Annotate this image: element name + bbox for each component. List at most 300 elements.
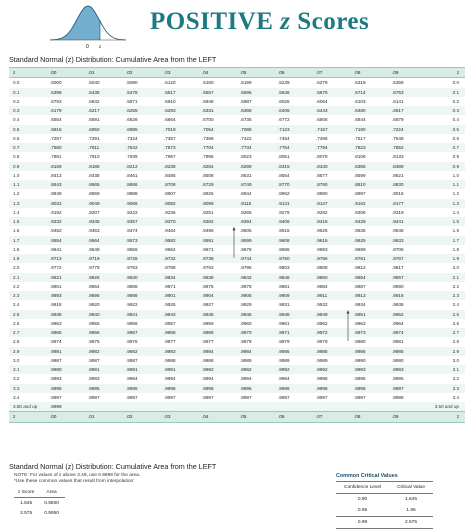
table-cell: .7157: [313, 125, 351, 134]
table-cell: .9686: [278, 246, 290, 252]
table-cell: .9997: [354, 394, 366, 400]
table-cell: .9871: [164, 283, 176, 289]
column-header: .07: [313, 68, 351, 78]
critical-values-table: [336, 481, 433, 529]
interp-row: [14, 498, 65, 509]
table-cell: .9949: [313, 310, 351, 319]
table-cell: .9974: [50, 339, 62, 345]
table-cell: .5279: [316, 80, 328, 86]
table-row: [9, 245, 465, 254]
table-cell: .9515: [278, 228, 290, 234]
table-cell: .9875: [202, 283, 214, 289]
table-cell: .7642: [123, 143, 161, 152]
table-cell: .6331: [199, 106, 237, 115]
table-cell: .9345: [85, 217, 123, 226]
table-cell: .8212: [123, 162, 161, 171]
table-cell: .8708: [161, 180, 199, 189]
row-z-label-right: 2.4: [452, 302, 459, 308]
table-cell: .9995: [123, 384, 161, 393]
table-cell: .7881: [50, 154, 62, 160]
table-cell: .9616: [313, 236, 351, 245]
column-footer: z: [427, 412, 465, 422]
row-z-label: 1.7: [9, 236, 47, 245]
table-cell: .9993: [351, 365, 389, 374]
table-cell: .9463: [88, 228, 100, 234]
table-cell: .9441: [389, 217, 427, 226]
row-z-label: 1.2: [13, 191, 20, 197]
table-cell: .6406: [275, 106, 313, 115]
table-cell: .9881: [278, 283, 290, 289]
table-cell: .7611: [85, 143, 123, 152]
row-z-label-right: 2.9: [427, 347, 465, 356]
table-cell: .9545: [392, 228, 404, 234]
table-cell: .9452: [50, 228, 62, 234]
table-cell: .9997: [126, 394, 138, 400]
table-cell: .9996: [313, 384, 351, 393]
title-main: POSITIVE: [150, 8, 281, 35]
table-cell: .7580: [47, 143, 85, 152]
column-footer: .06: [275, 412, 313, 422]
table-cell: .5319: [354, 80, 366, 86]
table-cell: .9964: [392, 320, 404, 326]
table-cell: .5793: [50, 98, 62, 104]
table-cell: .7224: [389, 125, 427, 134]
table-cell: .9941: [123, 310, 161, 319]
table-row: [9, 365, 465, 374]
table-cell: .5359: [392, 80, 404, 86]
row-z-label-right: 0.9: [427, 162, 465, 171]
table-cell: .9015: [392, 191, 404, 197]
table-row: [9, 263, 465, 272]
table-cell: .9726: [123, 254, 161, 263]
table-cell: .7995: [202, 154, 214, 160]
table-cell: .9931: [278, 302, 290, 308]
table-cell: [389, 402, 427, 412]
table-cell: .7357: [164, 135, 176, 141]
note-text: NOTE: For values of z above 3.49, use 0.9999 for the area.: [14, 473, 141, 478]
row-z-label: 2.2: [13, 283, 20, 289]
table-row: [9, 217, 465, 226]
table-cell: .6808: [316, 117, 328, 123]
table-cell: .8577: [316, 172, 328, 178]
table-cell: .6915: [47, 125, 85, 134]
table-cell: .9656: [126, 246, 138, 252]
table-row: [9, 226, 465, 235]
table-cell: .9406: [275, 217, 313, 226]
row-z-label: 0.9: [9, 162, 47, 171]
table-cell: .9987: [88, 357, 100, 363]
table-cell: .9929: [240, 302, 252, 308]
table-cell: .6591: [88, 117, 100, 123]
table-cell: [85, 402, 123, 412]
table-cell: .9641: [50, 246, 62, 252]
table-cell: .9974: [389, 328, 427, 337]
row-z-label: 1.3: [9, 199, 47, 208]
row-z-label-right: 1.8: [452, 246, 459, 252]
table-cell: .6480: [351, 106, 389, 115]
table-cell: .5596: [237, 88, 275, 97]
table-cell: .9099: [199, 199, 237, 208]
table-cell: .5636: [275, 88, 313, 97]
table-cell: .9959: [202, 320, 214, 326]
table-cell: .9994: [202, 376, 214, 382]
table-cell: .9279: [278, 209, 290, 215]
row-z-label-right: 1.4: [452, 209, 459, 215]
table-cell: .9962: [316, 320, 328, 326]
row-z-label: 2.0: [13, 265, 20, 271]
table-row: [9, 273, 465, 282]
table-cell: .7054: [199, 125, 237, 134]
table-row: [9, 115, 465, 124]
table-cell: .7291: [88, 135, 100, 141]
column-header: .05: [237, 68, 275, 78]
table-cell: .9838: [199, 273, 237, 282]
column-footer: .05: [237, 412, 275, 422]
column-header: .02: [123, 68, 161, 78]
table-cell: .9633: [389, 236, 427, 245]
interp-z: 2.575: [20, 510, 33, 516]
row-z-label-right: 0.7: [427, 143, 465, 152]
table-cell: .9997: [240, 394, 252, 400]
table-cell: .9987: [50, 357, 62, 363]
z-table: [9, 67, 465, 423]
table-cell: .9972: [313, 328, 351, 337]
table-cell: .9976: [126, 339, 138, 345]
table-cell: .8264: [199, 162, 237, 171]
table-cell: .9719: [85, 254, 123, 263]
table-cell: .9864: [88, 283, 100, 289]
table-cell: .8078: [316, 154, 328, 160]
table-row: [9, 236, 465, 245]
table-cell: .9994: [164, 376, 176, 382]
table-cell: .8997: [354, 191, 366, 197]
table-cell: .9938: [47, 310, 85, 319]
row-z-label: 0.4: [13, 117, 20, 123]
table-cell: .8925: [202, 191, 214, 197]
table-cell: .7486: [316, 135, 328, 141]
row-z-label: 3.4: [13, 394, 20, 400]
interp-row: [14, 508, 65, 518]
table-cell: .9960: [240, 320, 252, 326]
table-cell: .9699: [354, 246, 366, 252]
table-cell: .8365: [351, 162, 389, 171]
table-cell: .6026: [278, 98, 290, 104]
table-row: [9, 393, 465, 402]
table-cell: .9750: [275, 254, 313, 263]
table-cell: .9901: [161, 291, 199, 300]
table-cell: .9535: [354, 228, 366, 234]
table-cell: .6772: [278, 117, 290, 123]
row-z-label-right: 2.2: [452, 283, 459, 289]
table-cell: .7190: [351, 125, 389, 134]
table-cell: .8554: [278, 172, 290, 178]
table-cell: .9988: [202, 357, 214, 363]
table-cell: .8790: [313, 180, 351, 189]
table-cell: .9370: [161, 217, 199, 226]
table-cell: .9525: [316, 228, 328, 234]
column-header: z: [9, 68, 47, 78]
table-row: [9, 310, 465, 319]
table-cell: .5000: [50, 80, 62, 86]
table-cell: .9989: [240, 357, 252, 363]
row-z-label: 0.5: [9, 125, 47, 134]
table-cell: .7764: [275, 143, 313, 152]
table-cell: .9803: [278, 265, 290, 271]
table-cell: .8770: [275, 180, 313, 189]
row-z-label-right: 2.0: [452, 265, 459, 271]
table-cell: .7324: [126, 135, 138, 141]
row-z-label-right: 2.6: [452, 320, 459, 326]
table-cell: .7704: [199, 143, 237, 152]
interp-z: 1.645: [20, 500, 33, 506]
curve-zero-label: 0: [86, 44, 89, 50]
table-cell: .9115: [237, 199, 275, 208]
row-z-label: 3.1: [9, 365, 47, 374]
table-cell: .6443: [313, 106, 351, 115]
table-cell: .9671: [202, 246, 214, 252]
table-cell: .9991: [123, 365, 161, 374]
table-cell: .8643: [47, 180, 85, 189]
table-cell: .9798: [240, 265, 252, 271]
table-cell: .9973: [351, 328, 389, 337]
row-z-label-right: 1.0: [452, 172, 459, 178]
row-z-label-right: 0.6: [452, 135, 459, 141]
table-cell: .8749: [237, 180, 275, 189]
table-cell: .8340: [313, 162, 351, 171]
table-row: [9, 180, 465, 189]
column-header: .06: [275, 68, 313, 78]
table-cell: .9996: [351, 384, 389, 393]
row-z-label-right: 0.5: [427, 125, 465, 134]
row-z-label: 3.50 and up: [9, 402, 47, 412]
table-cell: [237, 402, 275, 412]
table-row: [9, 337, 465, 346]
table-cell: .9983: [161, 347, 199, 356]
table-cell: .9332: [47, 217, 85, 226]
table-cell: .8461: [126, 172, 138, 178]
table-cell: .9906: [237, 291, 275, 300]
row-z-label: 2.8: [13, 339, 20, 345]
table-cell: .9861: [50, 283, 62, 289]
table-cell: .9997: [88, 394, 100, 400]
table-cell: .9868: [126, 283, 138, 289]
table-cell: .9904: [199, 291, 237, 300]
table-cell: .9997: [389, 384, 427, 393]
table-cell: .9995: [354, 376, 366, 382]
table-row: [9, 282, 465, 291]
table-cell: .9997: [202, 394, 214, 400]
table-cell: .9890: [392, 283, 404, 289]
column-header: .04: [199, 68, 237, 78]
table-cell: .9981: [392, 339, 404, 345]
table-cell: .9808: [316, 265, 328, 271]
table-cell: .6217: [85, 106, 123, 115]
table-cell: .6879: [392, 117, 404, 123]
row-z-label-right: 0.8: [452, 154, 459, 160]
table-cell: .7939: [126, 154, 138, 160]
table-cell: .9664: [164, 246, 176, 252]
bottom-subtitle: Standard Normal (z) Distribution: Cumulative Area from the LEFT: [9, 462, 217, 471]
table-cell: .8869: [88, 191, 100, 197]
table-cell: .9968: [161, 328, 199, 337]
table-cell: .8830: [389, 180, 427, 189]
table-cell: .9909: [275, 291, 313, 300]
table-cell: .9192: [50, 209, 62, 215]
table-cell: .9265: [240, 209, 252, 215]
table-cell: .7852: [389, 143, 427, 152]
table-cell: .7823: [351, 143, 389, 152]
table-cell: .9925: [164, 302, 176, 308]
table-cell: .9956: [126, 320, 138, 326]
table-row: [9, 143, 465, 152]
table-cell: .5557: [199, 88, 237, 97]
table-cell: .5199: [240, 80, 252, 86]
table-cell: .9222: [126, 209, 138, 215]
row-z-label-right: 0.3: [427, 106, 465, 115]
table-cell: .9817: [392, 265, 404, 271]
table-cell: .6255: [123, 106, 161, 115]
table-cell: .9988: [164, 357, 176, 363]
table-cell: .9996: [237, 384, 275, 393]
table-cell: .9991: [161, 365, 199, 374]
table-cell: .9955: [88, 320, 100, 326]
table-cell: .6664: [164, 117, 176, 123]
curve-z-label: z: [99, 45, 101, 50]
table-cell: .9744: [237, 254, 275, 263]
table-row: [9, 97, 465, 106]
table-cell: .9394: [237, 217, 275, 226]
crit-row: [336, 505, 433, 517]
table-cell: .9978: [240, 339, 252, 345]
row-z-label: 2.4: [13, 302, 20, 308]
row-z-label-right: 3.4: [452, 394, 459, 400]
table-cell: .9887: [354, 283, 366, 289]
table-cell: .7257: [50, 135, 62, 141]
table-row: [9, 134, 465, 143]
row-z-label: 1.9: [9, 254, 47, 263]
table-cell: .9788: [164, 265, 176, 271]
table-cell: .9564: [85, 236, 123, 245]
table-cell: .9994: [278, 376, 290, 382]
row-z-label-right: 1.6: [452, 228, 459, 234]
table-cell: .9997: [316, 394, 328, 400]
table-cell: .9147: [313, 199, 351, 208]
table-cell: .7673: [161, 143, 199, 152]
table-cell: .9984: [237, 347, 275, 356]
column-footer: .09: [389, 412, 427, 422]
table-cell: .9932: [316, 302, 328, 308]
row-z-label: 3.0: [13, 357, 20, 363]
table-cell: .6103: [354, 98, 366, 104]
interp-header-z: z Score: [14, 487, 40, 498]
table-cell: .9986: [389, 347, 427, 356]
table-cell: .6844: [354, 117, 366, 123]
crit-value: 1.645: [405, 497, 418, 502]
table-cell: .9484: [164, 228, 176, 234]
table-row: [9, 162, 465, 171]
table-cell: .9996: [275, 384, 313, 393]
table-cell: .9922: [126, 302, 138, 308]
table-row: [9, 356, 465, 365]
row-z-label: 2.7: [9, 328, 47, 337]
table-cell: .9854: [351, 273, 389, 282]
column-footer: .04: [199, 412, 237, 422]
table-cell: .8810: [351, 180, 389, 189]
table-cell: .9357: [123, 217, 161, 226]
crit-row: [336, 494, 433, 506]
table-cell: .9625: [351, 236, 389, 245]
row-z-label-right: 3.3: [427, 384, 465, 393]
row-z-label-right: 0.1: [427, 88, 465, 97]
column-header: z: [427, 68, 465, 78]
page-title: [150, 8, 369, 36]
table-cell: .9678: [240, 246, 252, 252]
table-cell: .9857: [389, 273, 427, 282]
table-cell: .9812: [354, 265, 366, 271]
crit-header-value: Critical Value: [389, 482, 433, 494]
row-z-label: 0.8: [13, 154, 20, 160]
table-cell: .9977: [164, 339, 176, 345]
table-cell: .8315: [275, 162, 313, 171]
table-cell: .9997: [50, 394, 62, 400]
row-z-label-right: 2.1: [427, 273, 465, 282]
table-cell: .9985: [275, 347, 313, 356]
table-cell: .8485: [164, 172, 176, 178]
row-z-label-right: 0.0: [452, 80, 459, 86]
row-z-label-right: 3.50 and up: [427, 402, 465, 412]
table-cell: .8106: [354, 154, 366, 160]
table-cell: .9989: [316, 357, 328, 363]
table-cell: .5871: [126, 98, 138, 104]
table-cell: .9756: [313, 254, 351, 263]
table-cell: .9952: [389, 310, 427, 319]
table-row: [9, 254, 465, 263]
table-cell: .9778: [88, 265, 100, 271]
row-z-label: 2.1: [9, 273, 47, 282]
row-z-label: 2.9: [9, 347, 47, 356]
table-cell: .9975: [88, 339, 100, 345]
table-cell: .7422: [240, 135, 252, 141]
crit-value: 2.575: [389, 517, 433, 529]
table-cell: .6628: [126, 117, 138, 123]
table-cell: .9995: [316, 376, 328, 382]
table-cell: .7910: [88, 154, 100, 160]
table-row: [9, 78, 465, 88]
table-cell: .8531: [240, 172, 252, 178]
table-cell: .9082: [161, 199, 199, 208]
column-footer: .00: [47, 412, 85, 422]
table-row: [9, 319, 465, 328]
row-z-label: 2.5: [9, 310, 47, 319]
table-cell: .5438: [85, 88, 123, 97]
table-cell: .9608: [275, 236, 313, 245]
table-cell: .9999: [47, 402, 85, 412]
table-cell: .9896: [85, 291, 123, 300]
table-cell: .9732: [161, 254, 199, 263]
table-cell: .9713: [47, 254, 85, 263]
crit-value: 1.96: [406, 508, 416, 513]
table-cell: .9927: [202, 302, 214, 308]
table-cell: .6554: [50, 117, 62, 123]
table-cell: .9996: [199, 384, 237, 393]
table-cell: .9940: [85, 310, 123, 319]
table-row: [9, 106, 465, 115]
table-cell: .9761: [351, 254, 389, 263]
table-cell: .8907: [164, 191, 176, 197]
table-cell: .8389: [389, 162, 427, 171]
table-cell: .9994: [240, 376, 252, 382]
table-body: [9, 78, 465, 412]
